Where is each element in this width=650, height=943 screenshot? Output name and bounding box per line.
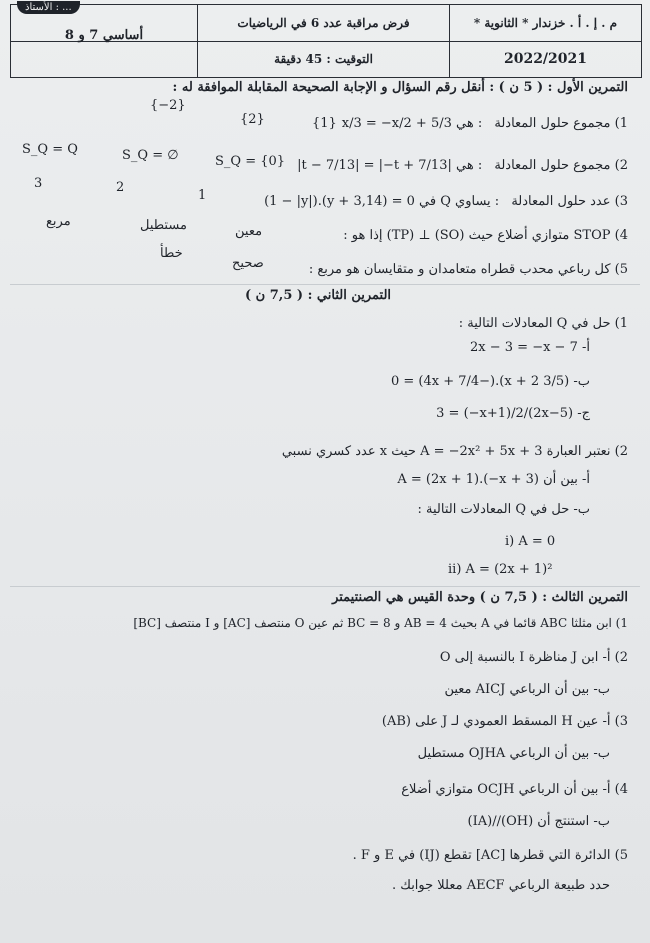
- level-label: أساسي 7 و 8: [64, 27, 144, 43]
- ex3-q5: 5) الدائرة التي قطرها [AC] تقطع (IJ) في E و F .: [352, 848, 628, 863]
- ex2-q1: 1) حل في Q المعادلات التالية :: [458, 316, 628, 331]
- teacher-label: الأستاذ : ...: [17, 1, 80, 14]
- ex1-q3-option-2: 2: [116, 180, 125, 195]
- ex1-q3-equation: (1 − |y|).(y + 3,14) = 0 في Q يساوي :: [264, 194, 500, 209]
- ex1-q5-option-2: خطأ: [160, 246, 183, 261]
- ex3-title: التمرين الثالث : ( 7,5 ن ) وحدة القيس هي الصنتيمتر: [332, 590, 628, 605]
- ex2-q2: 2) نعتبر العبارة A = −2x² + 5x + 3 حيث x عدد كسري نسبي: [281, 444, 628, 459]
- ex1-q2-option-1: S_Q = {0}: [215, 154, 286, 169]
- ex3-q3b: ب- بين أن الرباعي OJHA مستطيل: [417, 746, 610, 761]
- school-name: م . إ . أ . خزندار * الثانوية *: [473, 16, 618, 30]
- ex1-q5: 5) كل رباعي محدب قطراه متعامدان و متقايسان هو مربع :: [308, 262, 628, 277]
- ex1-q1-option-2: {2}: [240, 112, 265, 127]
- section-divider-1: [10, 284, 640, 285]
- ex1-q1-option-3: {−2}: [150, 98, 186, 113]
- ex2-q2a: أ- بين أن A = (2x + 1).(−x + 3): [397, 472, 590, 487]
- ex1-q2: [297, 158, 628, 173]
- ex3-q1: 1) ابن مثلثا ABC قائما في A بحيث AB = 4 و BC = 8 ثم عين O منتصف [AC] و I منتصف [BC]: [133, 616, 628, 630]
- exam-duration: التوقيت : 45 دقيقة: [274, 52, 373, 66]
- ex1-q3-label: 3) عدد حلول المعادلة: [511, 194, 628, 209]
- ex3-q5b: حدد طبيعة الرباعي AECF معللا جوابك .: [391, 878, 610, 893]
- ex3-q4b: ب- استنتج أن (OH)//(IA): [467, 814, 610, 829]
- ex1-q2-option-3: S_Q = Q: [22, 142, 78, 157]
- header-level-cell: [11, 2, 197, 77]
- ex2-eq-c: ج- (2x−5)/3 = (−x+1)/2: [436, 406, 590, 421]
- ex2-q2b: ب- حل في Q المعادلات التالية :: [417, 502, 590, 517]
- ex1-q1-option-1: {1}: [312, 116, 337, 131]
- ex3-q3: 3) أ- عين H المسقط العمودي لـ J على (AB): [381, 714, 628, 729]
- ex1-q2-equation: |t − 7/13| = |−t + 7/13| هي :: [297, 158, 483, 173]
- ex1-q1: [342, 116, 628, 131]
- header-school-cell: [449, 5, 641, 77]
- ex1-q1-label: 1) مجموع حلول المعادلة: [494, 116, 628, 131]
- ex1-q4-option-1: معين: [235, 224, 263, 239]
- ex2-eq-b: ب- (3/5 x + 2).(−4x + 7/4) = 0: [390, 374, 590, 389]
- ex3-q4: 4) أ- بين أن الرباعي OCJH متوازي أضلاع: [401, 782, 628, 797]
- ex1-q3-option-3: 3: [34, 176, 43, 191]
- section-divider-2: [10, 586, 640, 587]
- ex2-q2b-i: i) A = 0: [505, 534, 556, 549]
- ex1-q2-label: 2) مجموع حلول المعادلة: [494, 158, 628, 173]
- ex1-q4-option-3: مربع: [46, 214, 71, 229]
- ex1-q3-option-1: 1: [198, 188, 207, 203]
- ex1-q4-option-2: مستطيل: [140, 218, 187, 233]
- ex2-q2b-ii: ii) A = (2x + 1)²: [448, 562, 553, 577]
- ex1-q3: [264, 194, 628, 209]
- ex1-q4: 4) STOP متوازي أضلاع حيث (SO) ⊥ (TP) إذا هو :: [343, 228, 628, 243]
- ex3-q2: 2) أ- ابن J مناظرة I بالنسبة إلى O: [439, 650, 628, 665]
- exam-title: فرض مراقبة عدد 6 في الرياضيات: [237, 16, 410, 30]
- ex3-q2b: ب- بين أن الرباعي AICJ معين: [444, 682, 610, 697]
- school-year: 2022/2021: [503, 51, 588, 67]
- ex2-eq-a: أ- 2x − 3 = −x − 7: [470, 340, 590, 355]
- ex2-title: التمرين الثاني : ( 7,5 ن ): [245, 288, 392, 303]
- ex1-title: التمرين الأول : ( 5 ن ) : أنقل رقم السؤال و الإجابة الصحيحة المقابلة الموافقة له :: [172, 80, 628, 95]
- ex1-q5-option-1: صحيح: [232, 256, 264, 271]
- ex1-q1-equation: x/3 = −x/2 + 5/3 هي :: [341, 116, 483, 131]
- header-title-cell: [197, 5, 449, 77]
- ex1-q2-option-2: S_Q = ∅: [122, 148, 179, 163]
- exam-header: [10, 4, 642, 78]
